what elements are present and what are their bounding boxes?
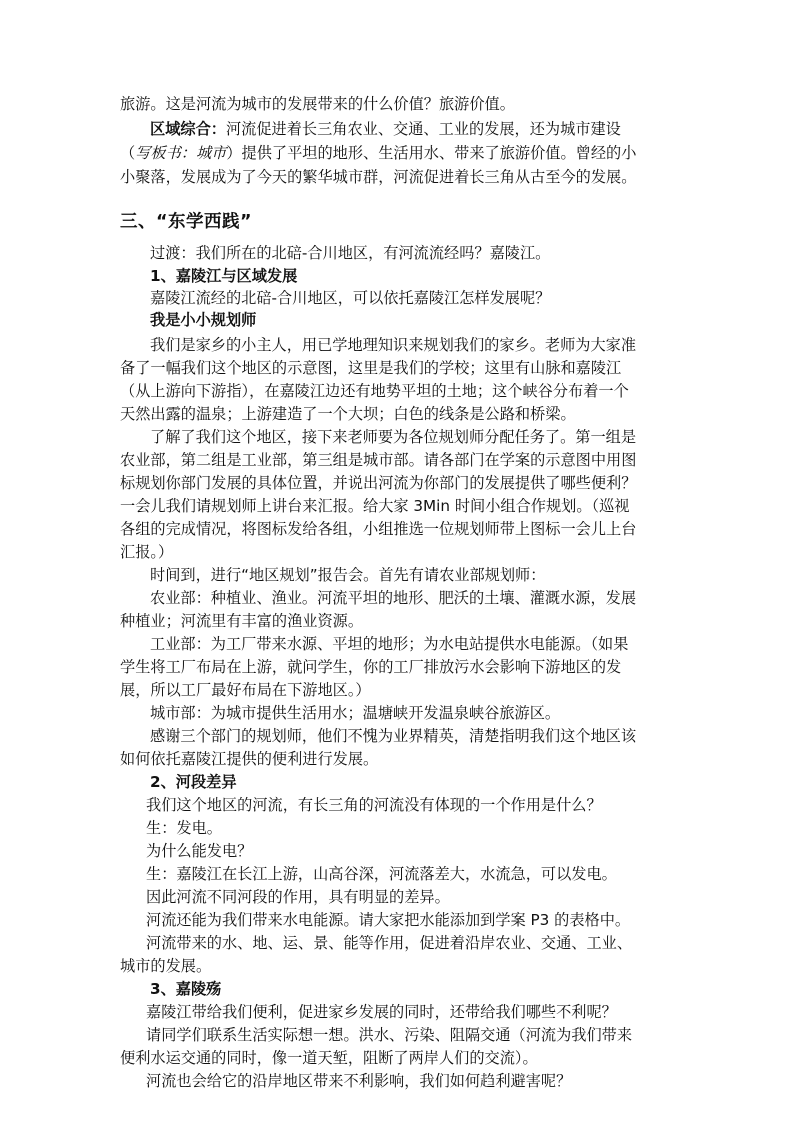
paragraph-line: 嘉陵江流经的北碚-合川地区，可以依托嘉陵江怎样发展呢？	[150, 289, 551, 307]
paragraph-line: 城市部：为城市提供生活用水；温塘峡开发温泉峡谷旅游区。	[150, 704, 561, 722]
paragraph-line: 河流还能为我们带来水电能源。请大家把水能添加到学案 P3 的表格中。	[146, 911, 631, 929]
paragraph-text: ）提供了平坦的地形、生活用水、带来了旅游价值。曾经的小	[226, 144, 637, 162]
paragraph-line: 展，所以工厂最好布局在下游地区。）	[120, 681, 371, 699]
paragraph-line: 河流带来的水、地、运、景、能等作用，促进着沿岸农业、交通、工业、	[146, 934, 632, 952]
subheading-2: 2、河段差异	[150, 773, 237, 791]
paragraph-line: 种植业；河流里有丰富的渔业资源。	[120, 612, 363, 630]
paragraph-line: 标规划你部门发展的具体位置，并说出河流为你部门的发展提供了哪些便利？	[120, 474, 637, 492]
paragraph-line: 嘉陵江带给我们便利，促进家乡发展的同时，还带给我们哪些不利呢？	[146, 1003, 617, 1021]
regional-summary-text: 河流促进着长三角农业、交通、工业的发展，还为城市建设	[225, 120, 621, 138]
paragraph-line: 请同学们联系生活实际想一想。洪水、污染、阻隔交通（河流为我们带来	[146, 1026, 632, 1044]
paragraph-line: 农业部，第二组是工业部，第三组是城市部。请各部门在学案的示意图中用图	[120, 451, 637, 469]
paragraph-line: 旅游。这是河流为城市的发展带来的什么价值？旅游价值。	[120, 95, 515, 113]
paragraph-line: 各组的完成情况，将图标发给各组，小组推选一位规划师带上图标一会儿上台	[120, 520, 637, 538]
subheading-1: 1、嘉陵江与区域发展	[150, 267, 298, 285]
paragraph-line: 因此河流不同河段的作用，具有明显的差异。	[146, 888, 450, 906]
subheading-3: 3、嘉陵殇	[150, 980, 222, 998]
section-heading-3: 三、“东学西践”	[120, 212, 253, 232]
bracket-open: （	[120, 144, 136, 162]
paragraph-line: 一会儿我们请规划师上讲台来汇报。给大家 3Min 时间小组合作规划。（巡视	[120, 497, 630, 515]
paragraph-line: 学生将工厂布局在上游，就问学生，你的工厂排放污水会影响下游地区的发	[120, 658, 622, 676]
paragraph-line: 备了一幅我们这个地区的示意图，这里是我们的学校；这里有山脉和嘉陵江	[120, 359, 622, 377]
paragraph-line: 城市的发展。	[120, 957, 212, 975]
paragraph-line	[120, 141, 680, 165]
paragraph-line: 如何依托嘉陵江提供的便利进行发展。	[120, 750, 379, 768]
paragraph-regional-summary	[150, 117, 710, 141]
paragraph-line: 河流也会给它的沿岸地区带来不利影响，我们如何趋利避害呢？	[146, 1072, 572, 1090]
paragraph-line: 小聚落，发展成为了今天的繁华城市群，河流促进着长三角从古至今的发展。	[120, 168, 637, 186]
regional-summary-lead: 区域综合：	[150, 120, 226, 138]
paragraph-line: 时间到，进行“地区规划”报告会。首先有请农业部规划师：	[150, 566, 546, 584]
paragraph-line: 农业部：种植业、渔业。河流平坦的地形、肥沃的土壤、灌溉水源，发展	[150, 589, 636, 607]
blackboard-note: 写板书：城市	[135, 144, 227, 162]
paragraph-line: 为什么能发电？	[146, 842, 253, 860]
paragraph-line: 天然出露的温泉；上游建造了一个大坝；白色的线条是公路和桥梁。	[120, 405, 576, 423]
paragraph-line: 工业部：为工厂带来水源、平坦的地形；为水电站提供水电能源。（如果	[150, 635, 629, 653]
paragraph-line: 我们是家乡的小主人，用已学地理知识来规划我们的家乡。老师为大家准	[150, 336, 636, 354]
paragraph-line: 便利水运交通的同时，像一道天堑，阻断了两岸人们的交流）。	[120, 1049, 538, 1067]
paragraph-line: （从上游向下游指），在嘉陵江边还有地势平坦的土地；这个峡谷分布着一个	[120, 382, 629, 400]
paragraph-line: 了解了我们这个地区，接下来老师要为各位规划师分配任务了。第一组是	[150, 428, 636, 446]
paragraph-line: 汇报。）	[120, 543, 174, 561]
subheading-planner: 我是小小规划师	[150, 311, 257, 329]
paragraph-line: 生：嘉陵江在长江上游，山高谷深，河流落差大，水流急，可以发电。	[146, 865, 617, 883]
paragraph-line: 我们这个地区的河流，有长三角的河流没有体现的一个作用是什么？	[146, 796, 602, 814]
paragraph-line: 生：发电。	[146, 819, 222, 837]
paragraph-line: 感谢三个部门的规划师，他们不愧为业界精英，清楚指明我们这个地区该	[150, 727, 636, 745]
paragraph-line: 过渡：我们所在的北碚-合川地区，有河流流经吗？嘉陵江。	[150, 244, 551, 262]
